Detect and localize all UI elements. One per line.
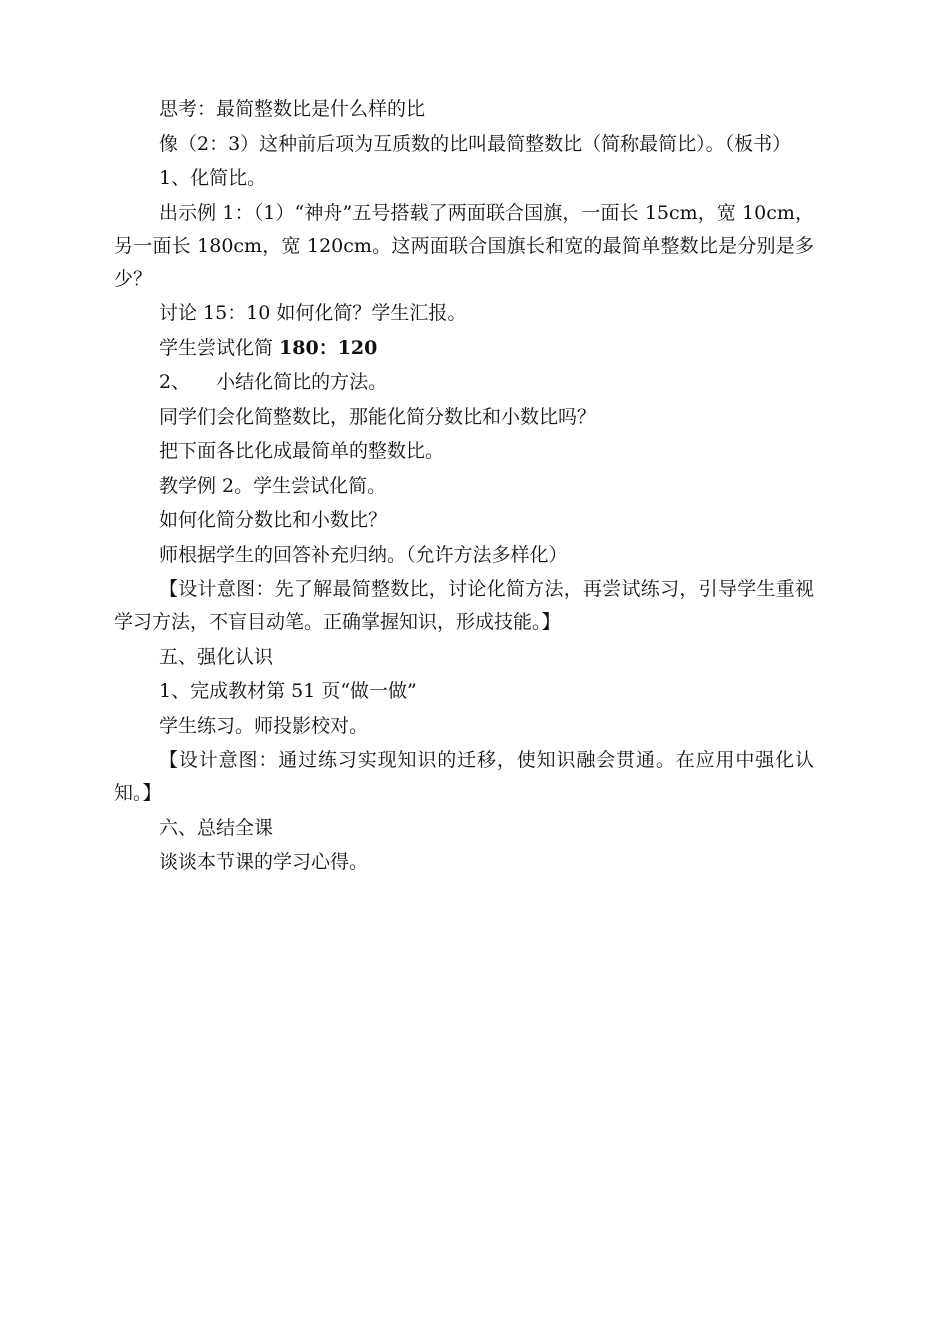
paragraph-example-1: 出示例 1：（1）“神舟”五号搭载了两面联合国旗，一面长 15cm，宽 10cm，另一面长 180cm，宽 120cm。这两面联合国旗长和宽的最简单整数比是分别是多少？ — [114, 201, 814, 290]
attempt-ratio: 180：120 — [279, 336, 378, 359]
paragraph-how-to-simplify: 如何化简分数比和小数比？ — [159, 509, 388, 531]
paragraph-design-intent-2: 【设计意图：通过练习实现知识的迁移，使知识融会贯通。在应用中强化认知。】 — [114, 749, 814, 804]
paragraph-example-2: 教学例 2。学生尝试化简。 — [159, 474, 387, 497]
document-body — [114, 93, 814, 881]
paragraph-fraction-decimal-question: 同学们会化简整数比，那能化简分数比和小数比吗？ — [159, 405, 597, 428]
paragraph-textbook-exercise: 1、完成教材第 51 页“做一做” — [159, 680, 417, 702]
paragraph-summary-method — [114, 366, 814, 399]
paragraph-student-attempt — [114, 332, 814, 365]
paragraph-discussion: 讨论 15：10 如何化简？学生汇报。 — [159, 302, 467, 324]
paragraph-thinking-question: 思考：最简整数比是什么样的比 — [159, 98, 426, 120]
paragraph-section-6-heading: 六、总结全课 — [159, 816, 274, 839]
paragraph-section-5-heading: 五、强化认识 — [159, 645, 274, 668]
paragraph-section-simplify-ratio: 1、化简比。 — [159, 167, 267, 189]
paragraph-student-practice: 学生练习。师投影校对。 — [159, 714, 369, 737]
paragraph-design-intent-1: 【设计意图：先了解最简整数比，讨论化简方法，再尝试练习，引导学生重视学习方法，不盲目动笔。正确掌握知识，形成技能。】 — [114, 578, 814, 633]
summary-number: 2、 — [159, 371, 191, 393]
paragraph-reflection: 谈谈本节课的学习心得。 — [159, 851, 369, 873]
paragraph-teacher-summary: 师根据学生的回答补充归纳。（允许方法多样化） — [159, 543, 568, 566]
paragraph-simplest-ratio-definition: 像（2：3）这种前后项为互质数的比叫最简整数比（简称最简比）。（板书） — [159, 132, 792, 155]
attempt-text: 学生尝试化简 — [159, 336, 280, 359]
summary-text: 小结化简比的方法。 — [216, 371, 388, 393]
paragraph-instruction: 把下面各比化成最简单的整数比。 — [159, 440, 445, 462]
